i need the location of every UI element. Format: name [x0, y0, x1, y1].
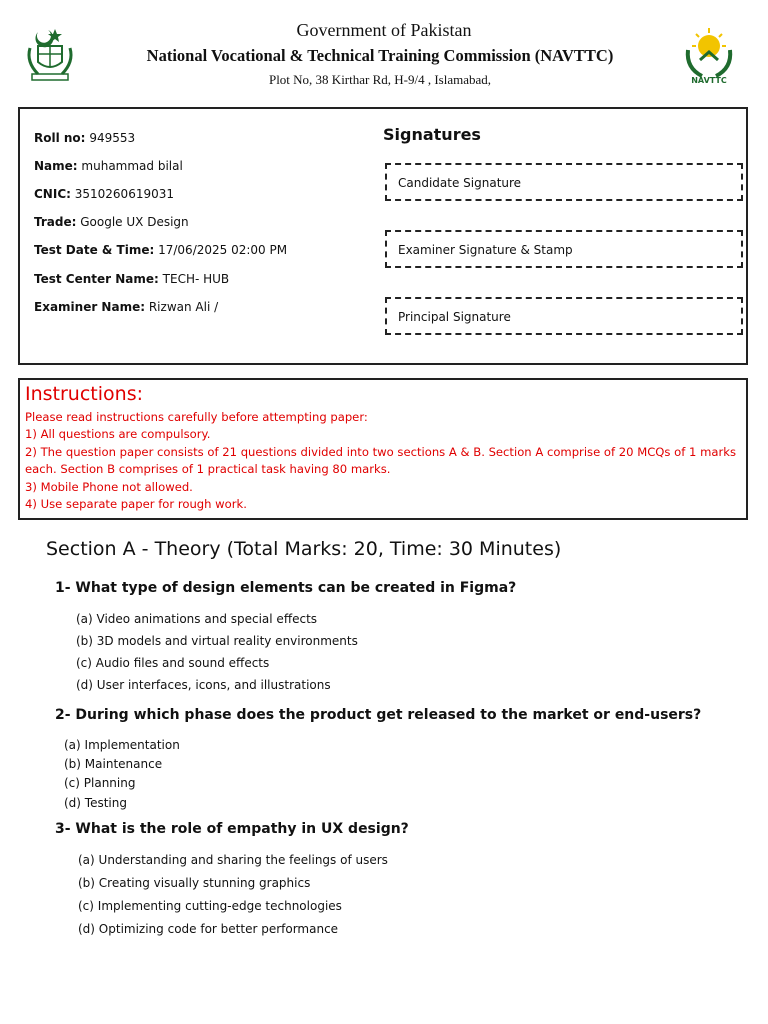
roll-number-value: 949553 — [89, 131, 136, 145]
header-commission: National Vocational & Technical Training Commission (NAVTTC) — [146, 46, 614, 65]
cnic-field: CNIC: 3510260619031 — [34, 187, 175, 201]
signatures-title: Signatures — [383, 125, 481, 144]
document-header — [0, 0, 768, 100]
option-b: (b) Creating visually stunning graphics — [78, 876, 311, 890]
question-1: 1- What type of design elements can be created in Figma? — [55, 580, 517, 596]
option-d: (d) Optimizing code for better performance — [78, 922, 339, 936]
instruction-line: 2) The question paper consists of 21 questions divided into two sections A & B. Section A comprise of 20 MCQs of 1 marks — [25, 445, 736, 459]
trade-value: Google UX Design — [80, 215, 189, 229]
principal-signature-box: Principal Signature — [385, 297, 743, 335]
option-b: (b) 3D models and virtual reality environments — [76, 634, 358, 648]
test-center-value: TECH- HUB — [162, 272, 230, 286]
test-datetime-value: 17/06/2025 02:00 PM — [158, 243, 288, 257]
header-government: Government of Pakistan — [296, 20, 472, 40]
name-value: muhammad bilal — [81, 159, 183, 173]
test-datetime-field: Test Date & Time: 17/06/2025 02:00 PM — [34, 243, 288, 257]
test-center-field: Test Center Name: TECH- HUB — [34, 272, 230, 286]
cnic-value: 3510260619031 — [74, 187, 175, 201]
option-b: (b) Maintenance — [64, 757, 163, 771]
instruction-line: 1) All questions are compulsory. — [25, 427, 211, 441]
instruction-line: each. Section B comprises of 1 practical task having 80 marks. — [25, 462, 391, 476]
option-d: (d) Testing — [64, 796, 127, 810]
option-a: (a) Video animations and special effects — [76, 612, 318, 626]
option-a: (a) Understanding and sharing the feelings of users — [78, 853, 388, 867]
name-field: Name: muhammad bilal — [34, 159, 183, 173]
question-3: 3- What is the role of empathy in UX design? — [55, 821, 409, 837]
roll-number-field: Roll no: 949553 — [34, 131, 136, 145]
instruction-line: Please read instructions carefully before attempting paper: — [25, 410, 368, 424]
option-c: (c) Implementing cutting-edge technologies — [78, 899, 342, 913]
header-address: Plot No, 38 Kirthar Rd, H-9/4 , Islamabad, — [268, 72, 492, 87]
examiner-field: Examiner Name: Rizwan Ali / — [34, 300, 219, 314]
trade-field: Trade: Google UX Design — [34, 215, 189, 229]
examiner-value: Rizwan Ali / — [148, 300, 219, 314]
option-c: (c) Audio files and sound effects — [76, 656, 270, 670]
question-2: 2- During which phase does the product get released to the market or end-users? — [55, 707, 702, 723]
navttc-logo-icon — [680, 24, 738, 86]
option-d: (d) User interfaces, icons, and illustrations — [76, 678, 331, 692]
examiner-signature-box: Examiner Signature & Stamp — [385, 230, 743, 268]
navttc-logo-text: NAVTTC — [691, 76, 727, 85]
instructions-title: Instructions: — [25, 383, 143, 405]
section-title: Section A - Theory (Total Marks: 20, Time: 30 Minutes) — [46, 538, 562, 560]
option-c: (c) Planning — [64, 776, 136, 790]
instruction-line: 3) Mobile Phone not allowed. — [25, 480, 193, 494]
candidate-info-box — [18, 107, 748, 365]
instructions-box — [18, 378, 748, 520]
instruction-line: 4) Use separate paper for rough work. — [25, 497, 247, 511]
candidate-signature-box: Candidate Signature — [385, 163, 743, 201]
option-a: (a) Implementation — [64, 738, 180, 752]
